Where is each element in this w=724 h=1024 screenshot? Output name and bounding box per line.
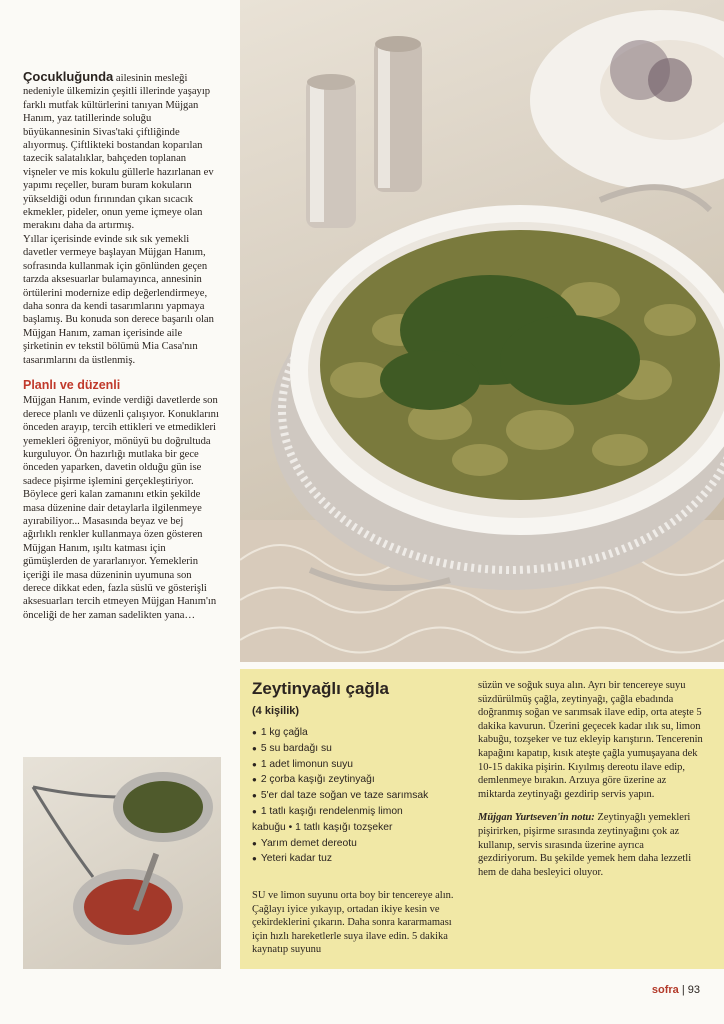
- ingredient-item: ● 1 tatlı kaşığı rendelenmiş limon: [252, 804, 460, 820]
- ingredient-item: ● 5 su bardağı su: [252, 741, 460, 757]
- magazine-brand: sofra: [651, 984, 679, 996]
- intro-column: [23, 70, 219, 622]
- ingredient-item: ● 1 adet limonun suyu: [252, 757, 460, 773]
- recipe-method-part-2: süzün ve soğuk suya alın. Ayrı bir tencereye suyu süzdürülmüş çağla, zeytinyağı, çağla ebadında doğranmış soğan ve sarımsak ilave edip, orta ateşte 5 dakika kavurun. Üzerini geçecek kadar ılık su, limon kabuğu, tozşeker ve tuz ekleyip karıştırın. Tencerenin kapağını kapatıp, kısık ateşte çağla yumuşayana dek 10-15 dakika pişirin. Kıyılmış dereotu ilave edip, demlenmeye bırakın. Arzuya göre üzerine az miktarda zeytinyağı gezdirip servis yapın.: [478, 680, 703, 800]
- ingredient-item: kabuğu • 1 tatlı kaşığı tozşeker: [252, 821, 393, 833]
- salt-shaker-icon: [306, 74, 356, 228]
- recipe-method-part-1: SU ve limon suyunu orta boy bir tencereye alın. Çağlayı iyice yıkayıp, ortadan ikiye kesin ve çekirdeklerini çıkarın. Daha sonra kararmaması için hızlı hareketlerle suya ilave edin. 5 dakika kaynatıp suyunu: [252, 890, 454, 956]
- spice-bowls-illustration: [23, 757, 221, 969]
- dish-illustration: [240, 0, 724, 662]
- recipe-box: [240, 669, 724, 969]
- ingredient-item: ● Yeteri kadar tuz: [252, 851, 460, 867]
- recipe-servings: (4 kişilik): [252, 705, 300, 717]
- intro-lead: Çocukluğunda: [23, 69, 114, 84]
- chef-note-label: Müjgan Yurtseven'in notu:: [478, 812, 595, 824]
- intro-paragraph-2: Yıllar içerisinde evinde sık sık yemekli davetler vermeye başlayan Müjgan Hanım, sofrasında kullanmak için gönlünden geçen tarzda aksesuarlar bulamayınca, annesinin örtülerini modernize edip değerlendirmeye, daha sonra da kendi tasarımlarını yapmaya başlamış. Bu konuda son derece başarılı olan Müjgan Hanım, zaman içerisinde aile şirketinin ev tekstil bölümü Mia Casa'nın tasarımlarını da üstlenmiş.: [23, 233, 214, 366]
- chef-note: [478, 811, 704, 879]
- recipe-right-column: [478, 679, 704, 889]
- intro-paragraph-1: [23, 70, 219, 233]
- ingredient-list: [252, 725, 460, 867]
- dish-photo: [240, 0, 724, 662]
- recipe-title: Zeytinyağlı çağla: [252, 679, 389, 698]
- ingredient-item: ● Yarım demet dereotu: [252, 836, 460, 852]
- ingredient-item: ● 5'er dal taze soğan ve taze sarımsak: [252, 788, 460, 804]
- ingredient-item: ● 2 çorba kaşığı zeytinyağı: [252, 772, 460, 788]
- chef-note-text: Zeytinyağlı yemekleri pişirirken, pişirme sırasında zeytinyağını çok az kullanıp, servis sırasında üzerine ayrıca gezdiriyorum. Bu şekilde yemek hem daha lezzetli hem de daha besleyici oluyor.: [478, 812, 692, 878]
- intro-text-1: ailesinin mesleği nedeniyle ülkemizin çeşitli illerinde yaşayıp farklı mutfak kültürlerini tanıyan Müjgan Hanım, yaz tatillerinde soluğu büyükannesinin Sivas'taki çiftliğinde alıyormuş. Çiftlikteki bostandan koparılan tazecik salatalıklar, bahçeden toplanan vişneler ve mis kokulu güllerle hazırlanan ev yapımı reçeller, buram buram kokuların yükseldiği odun fırınından çıkan sıcacık ekmekler, pideler, onun yeme içmeye olan merakını daha da artırmış.: [23, 73, 214, 232]
- intro-paragraph-3: Müjgan Hanım, evinde verdiği davetlerde son derece planlı ve düzenli çalışıyor. Konuklarını önceden arayıp, tercih ettikleri ve etmedikleri yemekleri öğreniyor, mönüyü bu doğrultuda kurguluyor. Ön hazırlığı mutlaka bir gece önceden yaparken, davetin olduğu gün ise sadece pişirme işlemini gerçekleştiriyor. Böylece geri kalan zamanını etkin şekilde masa düzenine dair detaylarla ilgilenmeye ayırabiliyor... Masasında beyaz ve bej ağırlıklı renkler kullanmaya özen gösteren Müjgan Hanım, ışıltı katması için gümüşlerden de yararlanıyor. Yemeklerin içeriği ile masa düzeninin uyumuna son derece dikkat eden, fazla süslü ve gösterişli aksesuarları tercih etmeyen Müjgan Hanım'ın önceliği de her zaman sadelikten yana…: [23, 395, 219, 621]
- ingredient-item: ● 1 kg çağla: [252, 725, 460, 741]
- spice-bowls-photo: [23, 757, 221, 969]
- section-heading: Planlı ve düzenli: [23, 377, 121, 392]
- pepper-shaker-icon: [374, 36, 422, 192]
- page-footer: sofra | 93: [651, 984, 700, 996]
- page-number: 93: [687, 984, 700, 996]
